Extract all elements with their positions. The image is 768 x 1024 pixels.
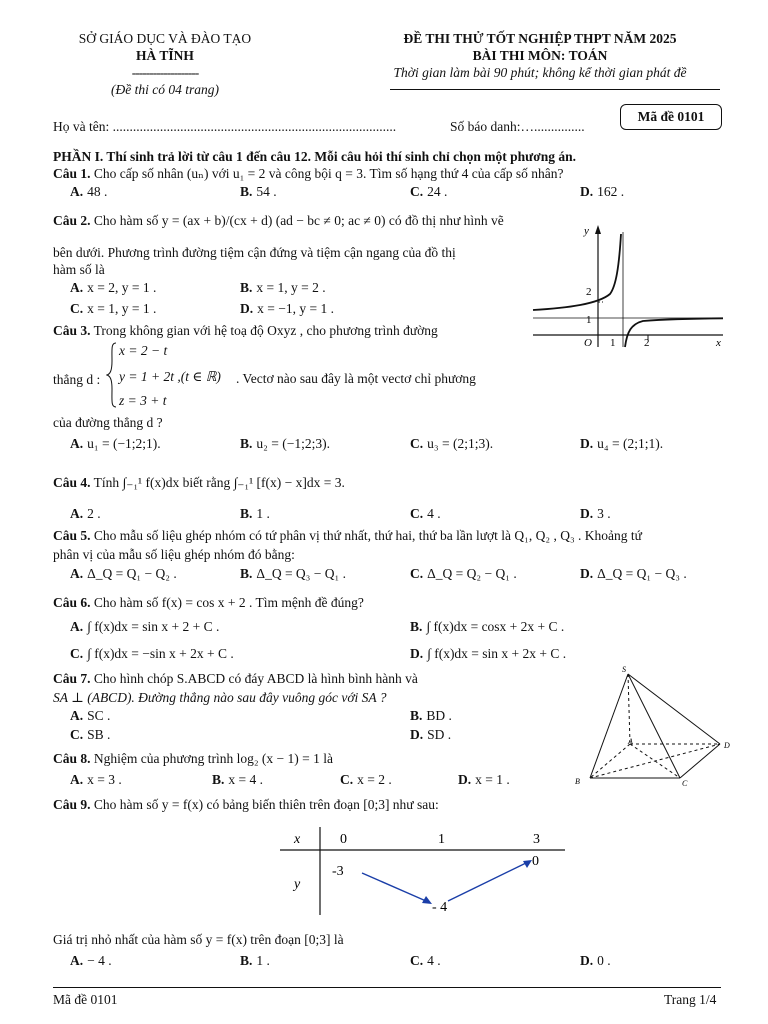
option-text: x = 1, y = 2 .	[256, 280, 326, 295]
q1-option-b[interactable]	[240, 184, 277, 200]
q3-thang: thẳng d :	[53, 372, 101, 387]
exam-code-box: Mã đề 0101	[620, 104, 722, 130]
q9-option-d[interactable]	[580, 953, 611, 969]
part1-instruction	[53, 148, 576, 165]
option-text: 162 .	[597, 184, 625, 199]
option-text: 0 .	[597, 953, 611, 968]
q3-text-line1: Trong không gian với hệ toạ độ Oxyz , cho phương trình đường	[93, 323, 438, 338]
graph-y-label: y	[584, 225, 589, 237]
label-d: D	[724, 741, 730, 750]
graph-x2-label: 2	[644, 337, 650, 349]
question-2	[53, 212, 504, 229]
option-text: 54 .	[256, 184, 277, 199]
option-label: D.	[240, 301, 254, 316]
header-left	[40, 30, 290, 98]
option-text: 4 .	[427, 506, 441, 521]
option-text: x = 2 .	[357, 772, 392, 787]
header-dashes: -------------------	[131, 65, 199, 80]
label-c: C	[682, 779, 688, 788]
q4-option-b[interactable]	[240, 506, 270, 522]
option-text: x = 4 .	[228, 772, 264, 787]
q7-text-line1: Cho hình chóp S.ABCD có đáy ABCD là hình bình hành và	[93, 671, 418, 686]
label-b: B	[575, 777, 580, 786]
variation-table	[280, 825, 570, 920]
q5-option-c[interactable]	[410, 566, 517, 582]
part1-text: PHẦN I. Thí sinh trả lời từ câu 1 đến câu 12. Mỗi câu hỏi thí sinh chỉ chọn một phương án.	[53, 149, 576, 164]
question-8	[53, 750, 333, 767]
province-name: HÀ TĨNH	[136, 48, 194, 63]
option-text: Δ_Q = Q₂ − Q₁ .	[427, 566, 517, 581]
q5-option-a[interactable]	[70, 566, 177, 582]
option-label: A.	[70, 280, 84, 295]
option-label: C.	[70, 301, 84, 316]
q1-option-a[interactable]	[70, 184, 107, 200]
q7-number: Câu 7.	[53, 671, 91, 686]
option-label: B.	[212, 772, 225, 787]
left-branch	[533, 234, 621, 310]
option-text: ∫ f(x)dx = cosx + 2x + C .	[426, 619, 565, 634]
option-label: D.	[580, 566, 594, 581]
arrow-up	[448, 863, 526, 901]
option-text: SD .	[427, 727, 452, 742]
q6-text: Cho hàm số f(x) = cos x + 2 . Tìm mệnh đề đúng?	[93, 595, 364, 610]
label-s: S	[622, 665, 626, 674]
option-label: D.	[580, 506, 594, 521]
q6-option-b[interactable]	[410, 619, 564, 635]
q2-option-d[interactable]	[240, 301, 334, 317]
q3-option-c[interactable]	[410, 436, 493, 452]
option-label: B.	[240, 953, 253, 968]
option-label: B.	[240, 436, 253, 451]
option-text: 2 .	[87, 506, 101, 521]
question-6	[53, 594, 364, 611]
q1-option-c[interactable]	[410, 184, 447, 200]
q2-option-c[interactable]	[70, 301, 156, 317]
option-text: ∫ f(x)dx = sin x + 2x + C .	[427, 646, 567, 661]
footer-page: Trang 1/4	[664, 992, 717, 1007]
q8-option-b[interactable]	[212, 772, 263, 788]
table-x3: 3	[533, 832, 540, 847]
option-text: ∫ f(x)dx = sin x + 2 + C .	[87, 619, 220, 634]
footer-code: Mã đề 0101	[53, 992, 118, 1007]
q2-option-b[interactable]	[240, 280, 326, 296]
option-text: x = 2, y = 1 .	[87, 280, 157, 295]
edge-sa	[628, 674, 630, 744]
arrow-down	[362, 873, 426, 901]
q3-eq-y: y = 1 + 2t ,(t ∈ ℝ)	[119, 369, 221, 384]
q5-text-line1: Cho mẫu số liệu ghép nhóm có tứ phân vị thứ nhất, thứ hai, thứ ba lần lượt là Q₁, Q₂ , Q₃ . Khoảng tứ	[93, 528, 642, 543]
q3-option-a[interactable]	[70, 436, 161, 452]
option-text: 3 .	[597, 506, 611, 521]
edge-sc	[628, 674, 680, 778]
option-text: SB .	[87, 727, 111, 742]
option-label: B.	[240, 506, 253, 521]
header-underline	[390, 89, 720, 90]
option-text: 48 .	[87, 184, 108, 199]
question-7	[53, 670, 418, 687]
time-note: Thời gian làm bài 90 phút; không kể thời gian phát đề	[393, 65, 687, 80]
q5-option-d[interactable]	[580, 566, 687, 582]
graph-x-label: x	[716, 337, 721, 349]
table-v0: -3	[332, 864, 344, 879]
edge-sd	[628, 674, 720, 744]
edge-cd	[680, 744, 720, 778]
y-axis-arrow	[595, 225, 601, 234]
option-label: C.	[410, 953, 424, 968]
option-label: B.	[240, 184, 253, 199]
option-text: x = 1 .	[475, 772, 510, 787]
option-label: C.	[410, 184, 424, 199]
sbd-field-label: Số báo danh:…...............	[450, 119, 585, 134]
q4-text: Tính ∫₋₁¹ f(x)dx biết rằng ∫₋₁¹ [f(x) − x]dx = 3.	[93, 475, 345, 490]
q6-option-a[interactable]	[70, 619, 219, 635]
q3-number: Câu 3.	[53, 323, 91, 338]
option-label: A.	[70, 708, 84, 723]
graph-y2-label: 2	[586, 286, 592, 298]
q3-option-b[interactable]	[240, 436, 330, 452]
q2-number: Câu 2.	[53, 213, 91, 228]
footer-rule	[53, 987, 721, 988]
q9-number: Câu 9.	[53, 797, 91, 812]
right-branch	[625, 318, 723, 347]
option-label: B.	[410, 708, 423, 723]
exam-title: ĐỀ THI THỬ TỐT NGHIỆP THPT NĂM 2025	[403, 31, 677, 46]
option-label: A.	[70, 953, 84, 968]
option-text: x = 1, y = 1 .	[87, 301, 157, 316]
question-4	[53, 474, 345, 491]
graph-y1-label: 1	[586, 314, 592, 326]
option-label: A.	[70, 184, 84, 199]
graph-x1-label: 1	[610, 337, 616, 349]
q1-option-d[interactable]	[580, 184, 624, 200]
option-label: C.	[70, 646, 84, 661]
option-label: A.	[70, 506, 84, 521]
option-label: C.	[410, 436, 424, 451]
department-name: SỞ GIÁO DỤC VÀ ĐÀO TẠO	[78, 31, 252, 46]
option-label: A.	[70, 619, 84, 634]
q8-text: Nghiệm của phương trình log₂ (x − 1) = 1 là	[93, 751, 333, 766]
option-label: B.	[240, 566, 253, 581]
q3-text-line3: của đường thẳng d ?	[53, 415, 163, 430]
question-9	[53, 796, 439, 813]
q7-option-d[interactable]	[410, 727, 451, 743]
option-label: D.	[580, 953, 594, 968]
option-text: 24 .	[427, 184, 448, 199]
question-5	[53, 527, 733, 544]
q3-after-text: . Vectơ nào sau đây là một vectơ chỉ phương	[236, 371, 476, 386]
q9-option-c[interactable]	[410, 953, 441, 969]
option-text: − 4 .	[87, 953, 112, 968]
q1-number: Câu 1.	[53, 166, 91, 181]
system-brace	[106, 341, 118, 409]
option-text: Δ_Q = Q₃ − Q₁ .	[256, 566, 346, 581]
option-label: C.	[70, 727, 84, 742]
label-a: A	[628, 737, 633, 746]
q5-number: Câu 5.	[53, 528, 91, 543]
q7-option-a[interactable]	[70, 708, 110, 724]
option-text: u₄ = (2;1;1).	[597, 436, 664, 451]
option-text: x = 3 .	[87, 772, 122, 787]
option-text: ∫ f(x)dx = −sin x + 2x + C .	[87, 646, 234, 661]
graph-origin-label: O	[584, 337, 592, 349]
option-text: 4 .	[427, 953, 441, 968]
option-label: A.	[70, 436, 84, 451]
hyperbola-graph	[528, 222, 728, 350]
option-label: C.	[340, 772, 354, 787]
header-right	[330, 30, 750, 81]
option-label: D.	[580, 184, 594, 199]
option-label: C.	[410, 506, 424, 521]
table-x0: 0	[340, 832, 347, 847]
q4-option-c[interactable]	[410, 506, 441, 522]
q2-text-line1: Cho hàm số y = (ax + b)/(cx + d) (ad − bc ≠ 0; ac ≠ 0) có đồ thị như hình vẽ	[93, 213, 504, 228]
option-label: D.	[410, 646, 424, 661]
table-y-label: y	[294, 877, 301, 892]
q6-option-d[interactable]	[410, 646, 566, 662]
option-text: SC .	[87, 708, 111, 723]
q2-text-line3: hàm số là	[53, 262, 105, 277]
q9-option-a[interactable]	[70, 953, 112, 969]
q3-eq-x: x = 2 − t	[119, 343, 168, 358]
q3-option-d[interactable]	[580, 436, 663, 452]
q6-option-c[interactable]	[70, 646, 234, 662]
question-1	[53, 165, 564, 182]
q3-eq-z: z = 3 + t	[119, 393, 167, 408]
option-text: u₁ = (−1;2;1).	[87, 436, 161, 451]
q5-text-line2: phân vị của mẫu số liệu ghép nhóm đó bằng:	[53, 547, 295, 562]
page-count: (Đề thi có 04 trang)	[111, 82, 219, 97]
q4-number: Câu 4.	[53, 475, 91, 490]
subject-title: BÀI THI MÔN: TOÁN	[472, 48, 608, 63]
option-label: C.	[410, 566, 424, 581]
q8-option-c[interactable]	[340, 772, 392, 788]
option-label: B.	[410, 619, 423, 634]
q8-number: Câu 8.	[53, 751, 91, 766]
option-text: 1 .	[256, 506, 270, 521]
option-text: u₃ = (2;1;3).	[427, 436, 494, 451]
q6-number: Câu 6.	[53, 595, 91, 610]
option-label: A.	[70, 772, 84, 787]
option-text: Δ_Q = Q₁ − Q₃ .	[597, 566, 687, 581]
q1-text: Cho cấp số nhân (uₙ) với u₁ = 2 và công bội q = 3. Tìm số hạng thứ 4 của cấp số nhân?	[93, 166, 564, 181]
q7-option-c[interactable]	[70, 727, 110, 743]
name-field-label: Họ và tên: ....................................................................................	[53, 119, 397, 134]
q9-text: Cho hàm số y = f(x) có bảng biến thiên trên đoạn [0;3] như sau:	[93, 797, 439, 812]
option-label: D.	[410, 727, 424, 742]
table-x1: 1	[438, 832, 445, 847]
option-text: Δ_Q = Q₁ − Q₂ .	[87, 566, 177, 581]
table-v3: 0	[532, 854, 539, 869]
option-label: D.	[458, 772, 472, 787]
q5-option-b[interactable]	[240, 566, 346, 582]
q9-after-text: Giá trị nhỏ nhất của hàm số y = f(x) trên đoạn [0;3] là	[53, 932, 344, 947]
q4-option-a[interactable]	[70, 506, 101, 522]
q8-option-a[interactable]	[70, 772, 122, 788]
q4-option-d[interactable]	[580, 506, 611, 522]
option-text: u₂ = (−1;2;3).	[256, 436, 330, 451]
pyramid-diagram	[568, 664, 738, 792]
table-v1: - 4	[432, 900, 448, 915]
option-label: D.	[580, 436, 594, 451]
q2-text-line2: bên dưới. Phương trình đường tiệm cận đứng và tiệm cận ngang của đồ thị	[53, 245, 456, 260]
option-text: BD .	[426, 708, 452, 723]
option-text: x = −1, y = 1 .	[257, 301, 334, 316]
q8-option-d[interactable]	[458, 772, 510, 788]
option-text: 1 .	[256, 953, 270, 968]
q7-text-line2: SA ⊥ (ABCD). Đường thẳng nào sau đây vuông góc với SA ?	[53, 690, 387, 705]
table-x-label: x	[294, 832, 301, 847]
edge-sb	[590, 674, 628, 778]
q9-option-b[interactable]	[240, 953, 270, 969]
q2-option-a[interactable]	[70, 280, 156, 296]
question-3	[53, 322, 438, 339]
q7-option-b[interactable]	[410, 708, 452, 724]
option-label: B.	[240, 280, 253, 295]
option-label: A.	[70, 566, 84, 581]
